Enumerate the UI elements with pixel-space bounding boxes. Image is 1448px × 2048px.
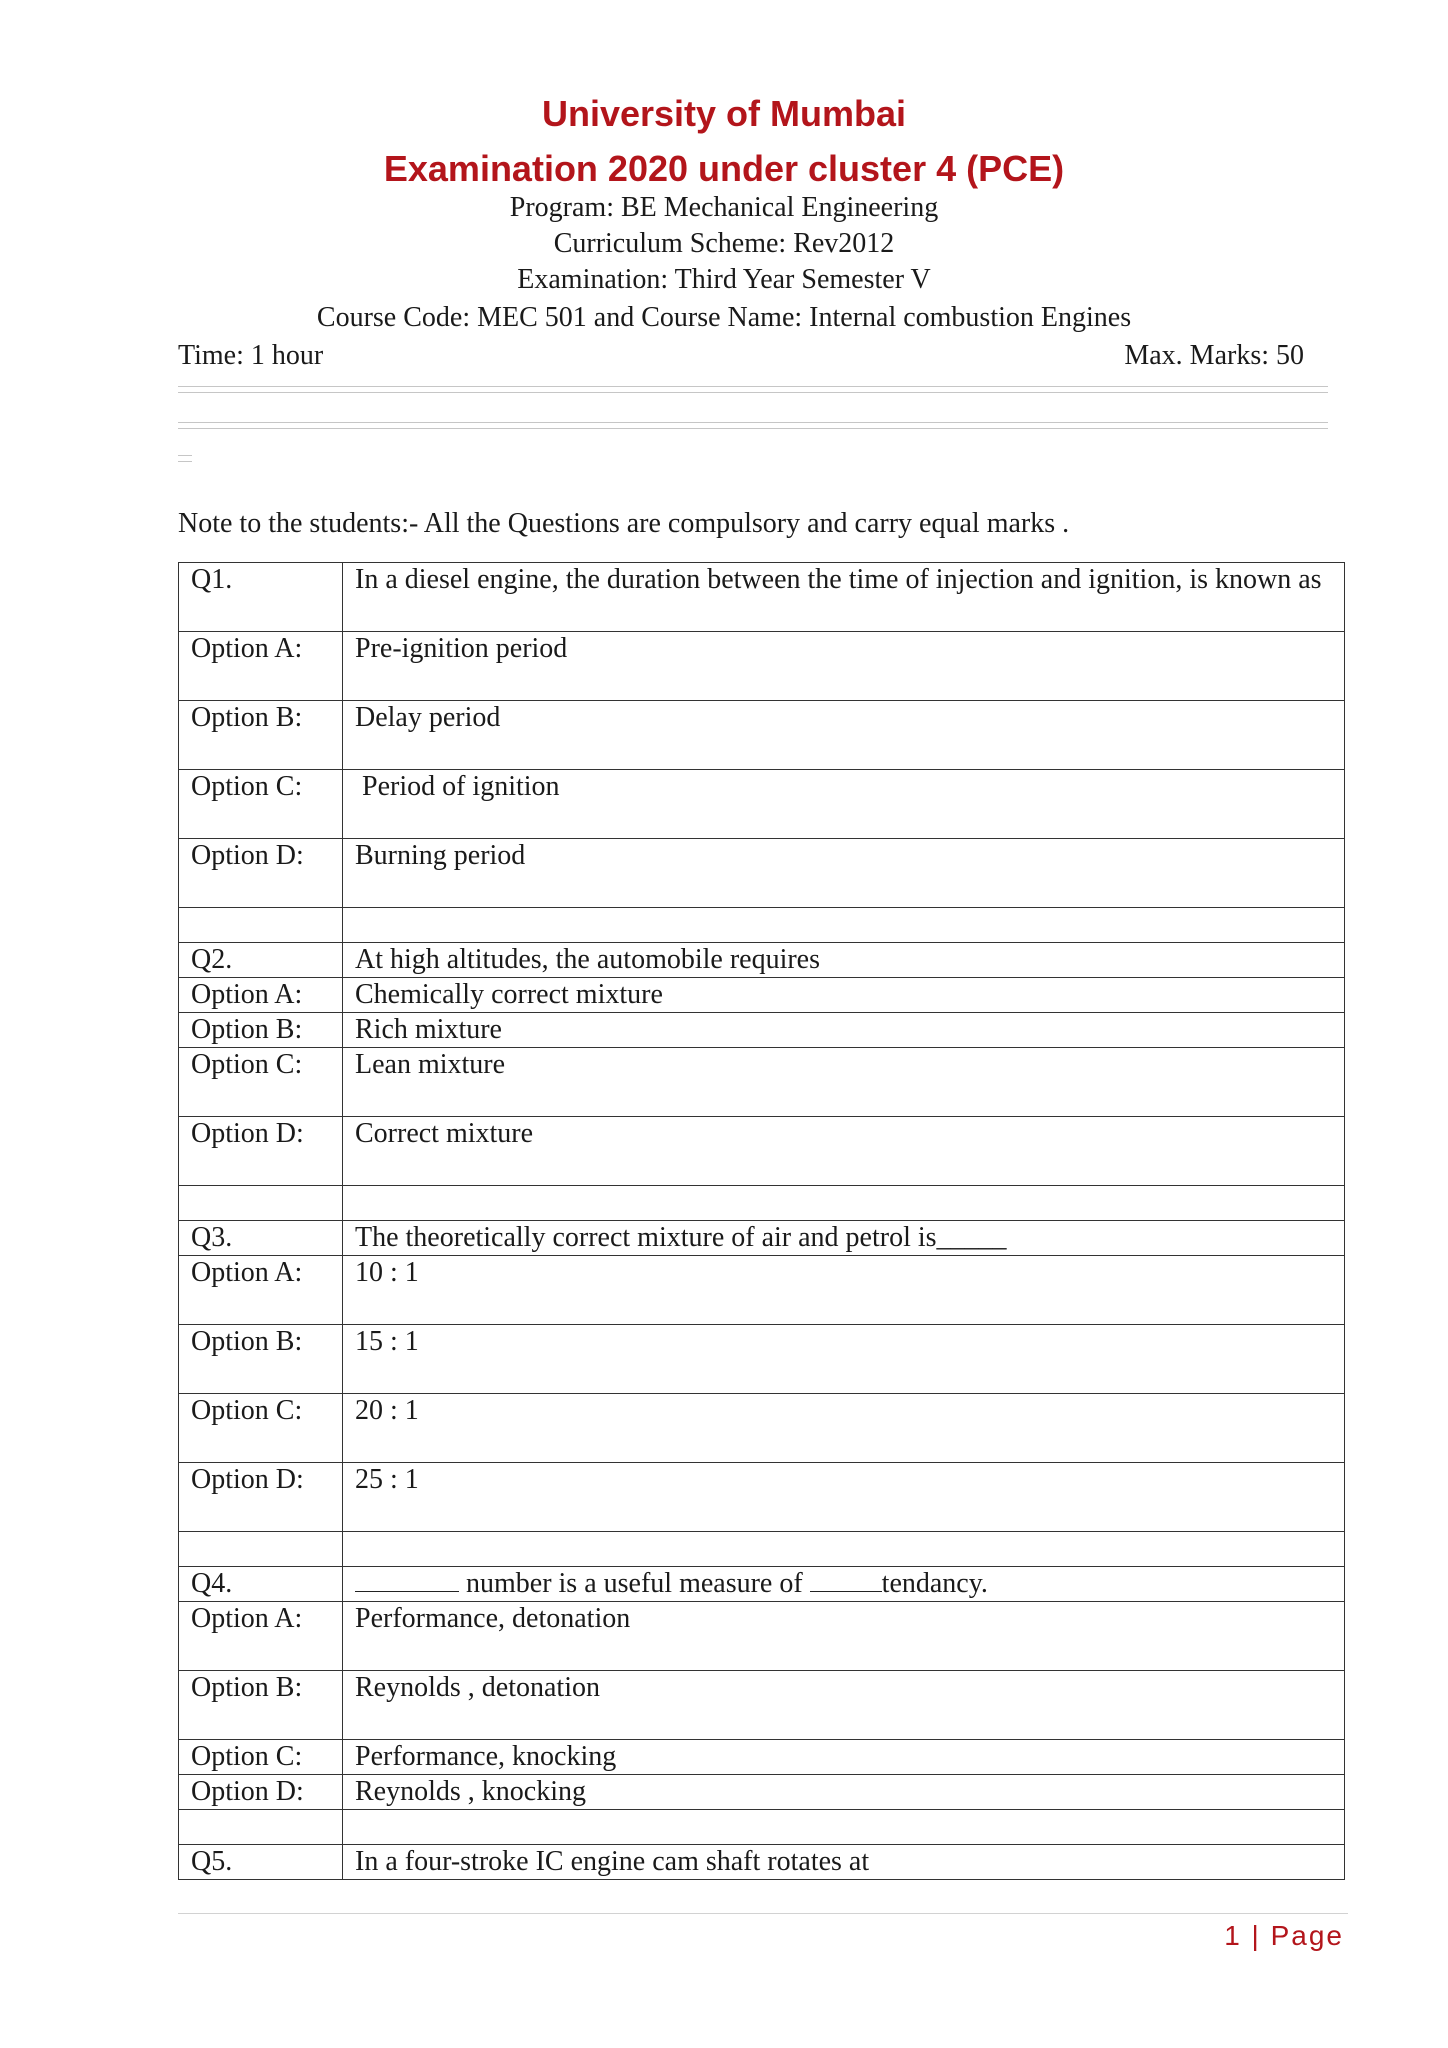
separator-mark	[178, 452, 192, 466]
option-label: Option B:	[179, 1013, 343, 1048]
option-label: Option A:	[179, 1256, 343, 1325]
question-text-part: tendancy.	[881, 1568, 988, 1599]
question-text-part: number is a useful measure of	[459, 1568, 810, 1599]
option-row	[179, 1117, 1345, 1186]
question-row	[179, 943, 1345, 978]
option-row	[179, 1048, 1345, 1117]
separator-line	[178, 419, 1328, 433]
spacer-row	[179, 1532, 1345, 1567]
option-label: Option A:	[179, 978, 343, 1013]
option-text: Delay period	[343, 701, 1345, 770]
question-text: In a four-stroke IC engine cam shaft rotates at	[343, 1845, 1345, 1880]
option-label: Option D:	[179, 1117, 343, 1186]
option-text: Lean mixture	[343, 1048, 1345, 1117]
option-label: Option D:	[179, 1463, 343, 1532]
option-row	[179, 839, 1345, 908]
option-label: Option C:	[179, 770, 343, 839]
footer-divider	[178, 1913, 1348, 1914]
option-text: 25 : 1	[343, 1463, 1345, 1532]
question-row	[179, 1567, 1345, 1602]
option-row	[179, 1463, 1345, 1532]
option-label: Option D:	[179, 839, 343, 908]
page-number: 1 | Page	[1224, 1920, 1344, 1951]
option-label: Option A:	[179, 1602, 343, 1671]
spacer-row	[179, 1810, 1345, 1845]
option-row	[179, 1013, 1345, 1048]
option-label: Option B:	[179, 1325, 343, 1394]
option-text: Chemically correct mixture	[343, 978, 1345, 1013]
option-label: Option C:	[179, 1394, 343, 1463]
questions-table	[178, 562, 1345, 1880]
max-marks-label: Max. Marks: 50	[1124, 340, 1304, 371]
university-title: University of Mumbai	[541, 93, 907, 134]
question-number: Q3.	[179, 1221, 343, 1256]
option-row	[179, 1671, 1345, 1740]
question-row	[179, 563, 1345, 632]
option-row	[179, 632, 1345, 701]
question-row	[179, 1221, 1345, 1256]
question-number: Q4.	[179, 1567, 343, 1602]
option-text: Pre-ignition period	[343, 632, 1345, 701]
question-row	[179, 1845, 1345, 1880]
option-text: Performance, detonation	[343, 1602, 1345, 1671]
option-label: Option D:	[179, 1775, 343, 1810]
blank-line	[810, 1567, 882, 1592]
option-text: Performance, knocking	[343, 1740, 1345, 1775]
spacer-row	[179, 908, 1345, 943]
option-row	[179, 1775, 1345, 1810]
option-text: Burning period	[343, 839, 1345, 908]
option-text: Period of ignition	[343, 770, 1345, 839]
question-text: At high altitudes, the automobile requires	[343, 943, 1345, 978]
option-row	[179, 1256, 1345, 1325]
option-row	[179, 978, 1345, 1013]
option-row	[179, 770, 1345, 839]
question-text	[343, 1567, 1345, 1602]
exam-title: Examination 2020 under cluster 4 (PCE)	[383, 148, 1065, 189]
option-text: 10 : 1	[343, 1256, 1345, 1325]
time-label: Time: 1 hour	[178, 340, 324, 371]
option-row	[179, 1602, 1345, 1671]
separator-line	[178, 383, 1328, 397]
question-number: Q1.	[179, 563, 343, 632]
option-label: Option C:	[179, 1048, 343, 1117]
blank-line	[355, 1567, 459, 1592]
student-note: Note to the students:- All the Questions are compulsory and carry equal marks .	[178, 508, 1070, 539]
option-text: 15 : 1	[343, 1325, 1345, 1394]
option-row	[179, 1740, 1345, 1775]
option-label: Option C:	[179, 1740, 343, 1775]
curriculum-line: Curriculum Scheme: Rev2012	[553, 228, 895, 259]
option-row	[179, 1394, 1345, 1463]
question-number: Q2.	[179, 943, 343, 978]
program-line: Program: BE Mechanical Engineering	[509, 192, 939, 223]
question-text: In a diesel engine, the duration between the time of injection and ignition, is known as	[343, 563, 1345, 632]
option-row	[179, 1325, 1345, 1394]
question-number: Q5.	[179, 1845, 343, 1880]
option-text: Rich mixture	[343, 1013, 1345, 1048]
option-label: Option A:	[179, 632, 343, 701]
option-text: Reynolds , detonation	[343, 1671, 1345, 1740]
option-text: Correct mixture	[343, 1117, 1345, 1186]
examination-line: Examination: Third Year Semester V	[517, 264, 931, 295]
option-label: Option B:	[179, 1671, 343, 1740]
option-text: 20 : 1	[343, 1394, 1345, 1463]
course-line: Course Code: MEC 501 and Course Name: Internal combustion Engines	[316, 302, 1132, 333]
option-text: Reynolds , knocking	[343, 1775, 1345, 1810]
question-text: The theoretically correct mixture of air and petrol is_____	[343, 1221, 1345, 1256]
option-row	[179, 701, 1345, 770]
spacer-row	[179, 1186, 1345, 1221]
option-label: Option B:	[179, 701, 343, 770]
